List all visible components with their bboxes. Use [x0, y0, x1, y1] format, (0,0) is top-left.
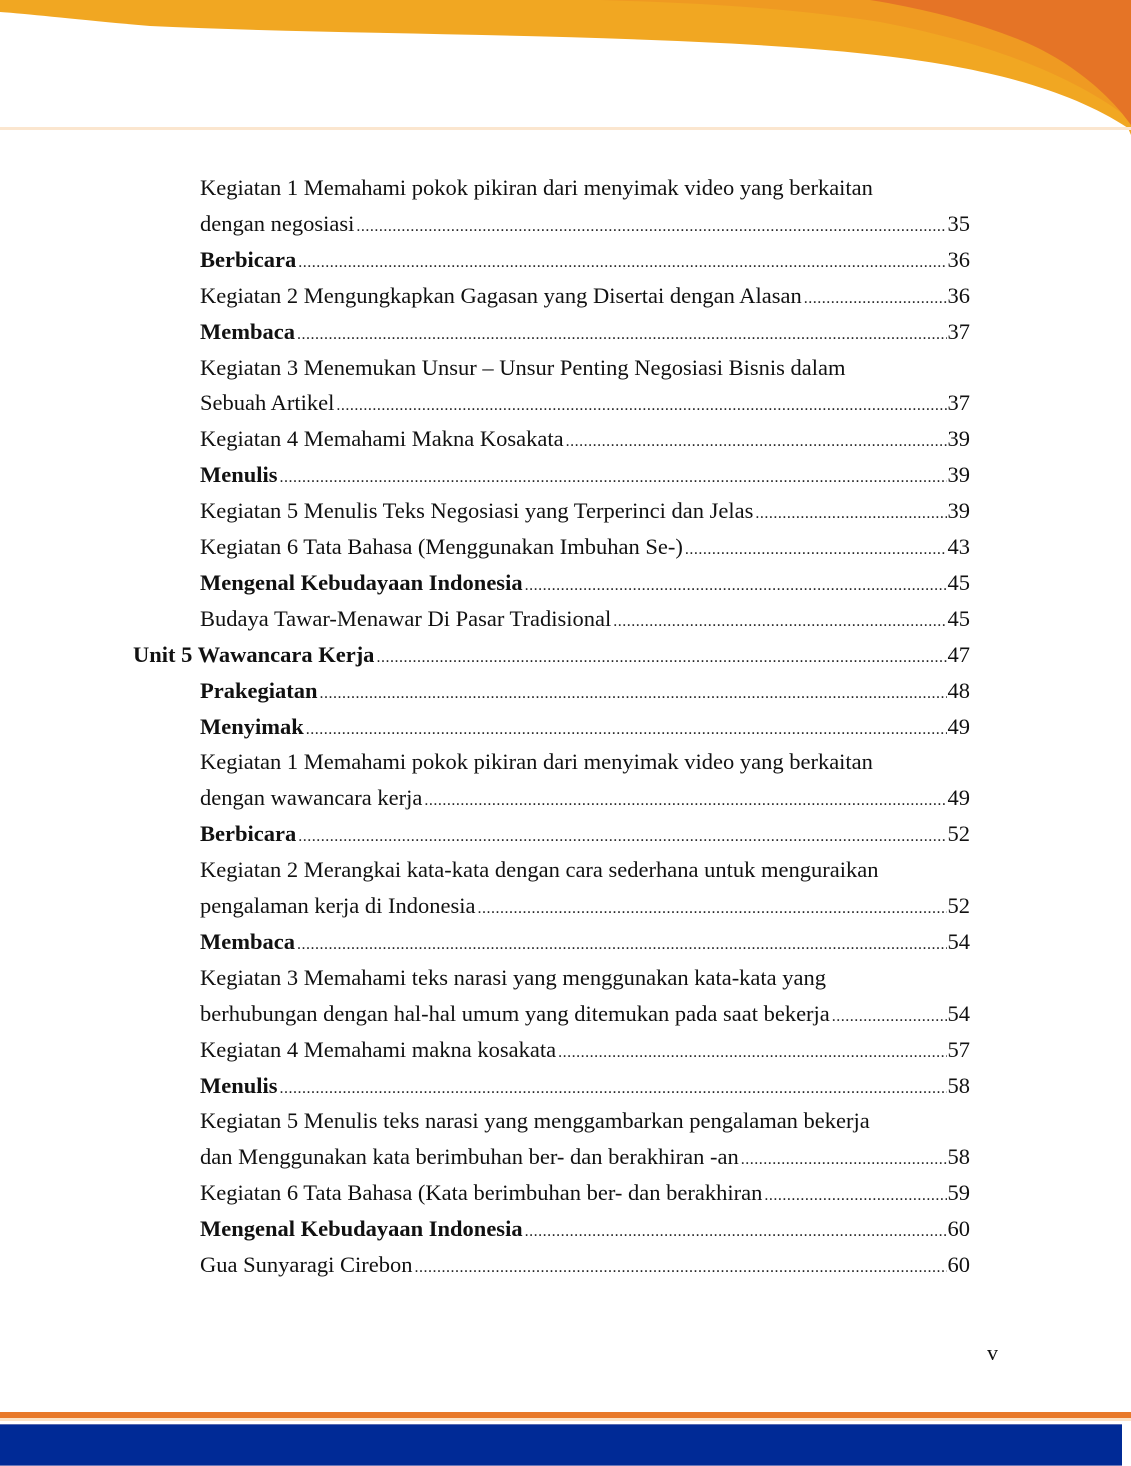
toc-entry-title: Sebuah Artikel [200, 390, 335, 416]
toc-entry-page: 37 [947, 390, 970, 416]
toc-entry-title: Kegiatan 5 Menulis Teks Negosiasi yang Terperinci dan Jelas [200, 498, 754, 524]
toc-dot-leader [764, 1178, 946, 1214]
toc-entry[interactable] [200, 206, 970, 242]
toc-entry[interactable] [200, 565, 970, 601]
toc-dot-leader [525, 1214, 947, 1250]
toc-entry-page: 54 [947, 1000, 970, 1026]
toc-dot-leader [685, 532, 947, 568]
header-rule [0, 127, 1131, 130]
toc-entry-title: dan Menggunakan kata berimbuhan ber- dan berakhiran -an [200, 1144, 739, 1170]
toc-entry-title: Kegiatan 1 Memahami pokok pikiran dari menyimak video yang berkaitan [200, 175, 873, 200]
toc-entry-title: Kegiatan 3 Memahami teks narasi yang menggunakan kata-kata yang [200, 964, 827, 990]
toc-entry[interactable] [200, 385, 970, 421]
toc-dot-leader [320, 676, 947, 712]
toc-entry-title: Kegiatan 3 Menemukan Unsur – Unsur Penting Negosiasi Bisnis dalam [200, 354, 846, 380]
toc-entry[interactable] [200, 457, 970, 493]
toc-entry-title: Budaya Tawar-Menawar Di Pasar Tradisional [200, 605, 612, 631]
toc-entry[interactable] [200, 170, 970, 206]
toc-entry-page: 60 [947, 1252, 970, 1277]
toc-entry[interactable] [200, 780, 970, 816]
toc-dot-leader [336, 388, 946, 424]
toc-dot-leader [804, 281, 947, 317]
toc-entry-title: Berbicara [200, 246, 297, 272]
toc-entry-title: Mengenal Kebudayaan Indonesia [200, 1216, 523, 1242]
toc-entry-page: 58 [947, 1144, 970, 1170]
toc-entry-title: Menulis [200, 1072, 278, 1098]
toc-entry-page: 48 [947, 677, 970, 703]
toc-entry-title: Menyimak [200, 713, 304, 739]
toc-entry-page: 35 [947, 210, 970, 236]
toc-entry-page: 37 [947, 318, 970, 344]
toc-entry-title: dengan negosiasi [200, 210, 355, 236]
toc-entry[interactable] [200, 278, 970, 314]
toc-entry-page: 49 [947, 713, 970, 739]
toc-entry[interactable] [200, 924, 970, 960]
footer-blue-band [0, 1424, 1122, 1466]
toc-entry-title: pengalaman kerja di Indonesia [200, 893, 476, 918]
toc-entry-title: Kegiatan 2 Mengungkapkan Gagasan yang Disertai dengan Alasan [200, 282, 802, 308]
toc-entry[interactable] [200, 1032, 970, 1068]
toc-entry[interactable] [200, 1211, 970, 1247]
toc-entry-title: Kegiatan 2 Merangkai kata-kata dengan cara sederhana untuk menguraikan [200, 857, 879, 883]
toc-entry-title: dengan wawancara kerja [200, 785, 423, 811]
toc-entry[interactable] [200, 744, 970, 780]
header-swoosh-decoration [0, 0, 1131, 135]
toc-entry-page: 59 [947, 1180, 970, 1206]
toc-dot-leader [280, 460, 947, 496]
toc-entry[interactable] [200, 242, 970, 278]
toc-entry-title: Kegiatan 6 Tata Bahasa (Kata berimbuhan ber- dan berakhiran [200, 1180, 763, 1206]
toc-entry-page: 39 [947, 498, 970, 524]
toc-entry-page: 47 [947, 641, 970, 667]
toc-dot-leader [558, 1035, 946, 1071]
toc-entry-title: berhubungan dengan hal-hal umum yang ditemukan pada saat bekerja [200, 1000, 830, 1026]
toc-entry-title: Gua Sunyaragi Cirebon [200, 1252, 413, 1277]
toc-entry[interactable] [200, 709, 970, 745]
toc-dot-leader [298, 819, 946, 855]
toc-entry-title: Menulis [200, 462, 278, 488]
toc-entry-page: 52 [947, 821, 970, 847]
toc-entry[interactable] [200, 1175, 970, 1211]
toc-dot-leader [755, 496, 946, 532]
toc-entry[interactable] [200, 996, 970, 1032]
toc-entry-page: 57 [947, 1036, 970, 1062]
toc-entry[interactable] [200, 493, 970, 529]
toc-dot-leader [376, 640, 946, 676]
toc-entry-page: 60 [947, 1216, 970, 1242]
toc-dot-leader [414, 1250, 946, 1286]
toc-entry-title: Membaca [200, 318, 295, 344]
toc-entry-title: Mengenal Kebudayaan Indonesia [200, 569, 523, 595]
toc-entry-page: 54 [947, 928, 970, 954]
toc-entry-title: Kegiatan 1 Memahami pokok pikiran dari menyimak video yang berkaitan [200, 749, 873, 775]
toc-dot-leader [297, 927, 947, 963]
toc-entry-page: 36 [947, 282, 970, 308]
toc-dot-leader [297, 317, 947, 353]
toc-dot-leader [280, 1071, 947, 1107]
toc-dot-leader [566, 424, 947, 460]
toc-entry[interactable] [200, 1103, 970, 1139]
toc-dot-leader [525, 568, 947, 604]
toc-entry-title: Membaca [200, 928, 295, 954]
toc-entry[interactable] [200, 1247, 970, 1283]
toc-dot-leader [306, 712, 947, 748]
toc-entry[interactable] [200, 421, 970, 457]
toc-dot-leader [298, 245, 946, 281]
toc-entry[interactable] [200, 1068, 970, 1104]
toc-entry[interactable] [200, 350, 970, 386]
toc-dot-leader [424, 783, 946, 819]
toc-entry-page: 43 [947, 534, 970, 559]
toc-entry[interactable] [200, 888, 970, 924]
toc-entry[interactable] [200, 960, 970, 996]
toc-entry-page: 45 [947, 605, 970, 631]
toc-entry-page: 45 [947, 569, 970, 595]
page-number: v [987, 1340, 998, 1365]
toc-entry[interactable] [133, 637, 970, 673]
toc-entry-page: 36 [947, 246, 970, 272]
toc-entry[interactable] [200, 1139, 970, 1175]
toc-entry[interactable] [200, 601, 970, 637]
toc-entry-page: 39 [947, 462, 970, 488]
toc-entry[interactable] [200, 314, 970, 350]
toc-entry[interactable] [200, 673, 970, 709]
toc-entry-title: Prakegiatan [200, 677, 318, 703]
toc-dot-leader [832, 999, 947, 1035]
toc-entry-page: 52 [947, 893, 970, 918]
toc-entry[interactable] [200, 852, 970, 888]
toc-entry-title: Kegiatan 4 Memahami Makna Kosakata [200, 426, 564, 452]
toc-entry-title: Kegiatan 4 Memahami makna kosakata [200, 1036, 557, 1062]
toc-dot-leader [356, 209, 946, 245]
toc-entry-page: 49 [947, 785, 970, 811]
toc-entry[interactable] [200, 816, 970, 852]
toc-dot-leader [478, 891, 947, 927]
toc-entry[interactable] [200, 529, 970, 565]
toc-entry-title: Berbicara [200, 821, 297, 847]
toc-entry-page: 58 [947, 1072, 970, 1098]
toc-entry-title: Kegiatan 5 Menulis teks narasi yang menggambarkan pengalaman bekerja [200, 1108, 870, 1134]
toc-dot-leader [613, 604, 946, 640]
toc-entry-title: Kegiatan 6 Tata Bahasa (Menggunakan Imbuhan Se-) [200, 534, 683, 559]
toc-dot-leader [741, 1142, 947, 1178]
toc-entry-page: 39 [947, 426, 970, 452]
footer-peach-stripe [0, 1418, 1131, 1421]
toc-entry-title: Unit 5 Wawancara Kerja [133, 641, 375, 667]
